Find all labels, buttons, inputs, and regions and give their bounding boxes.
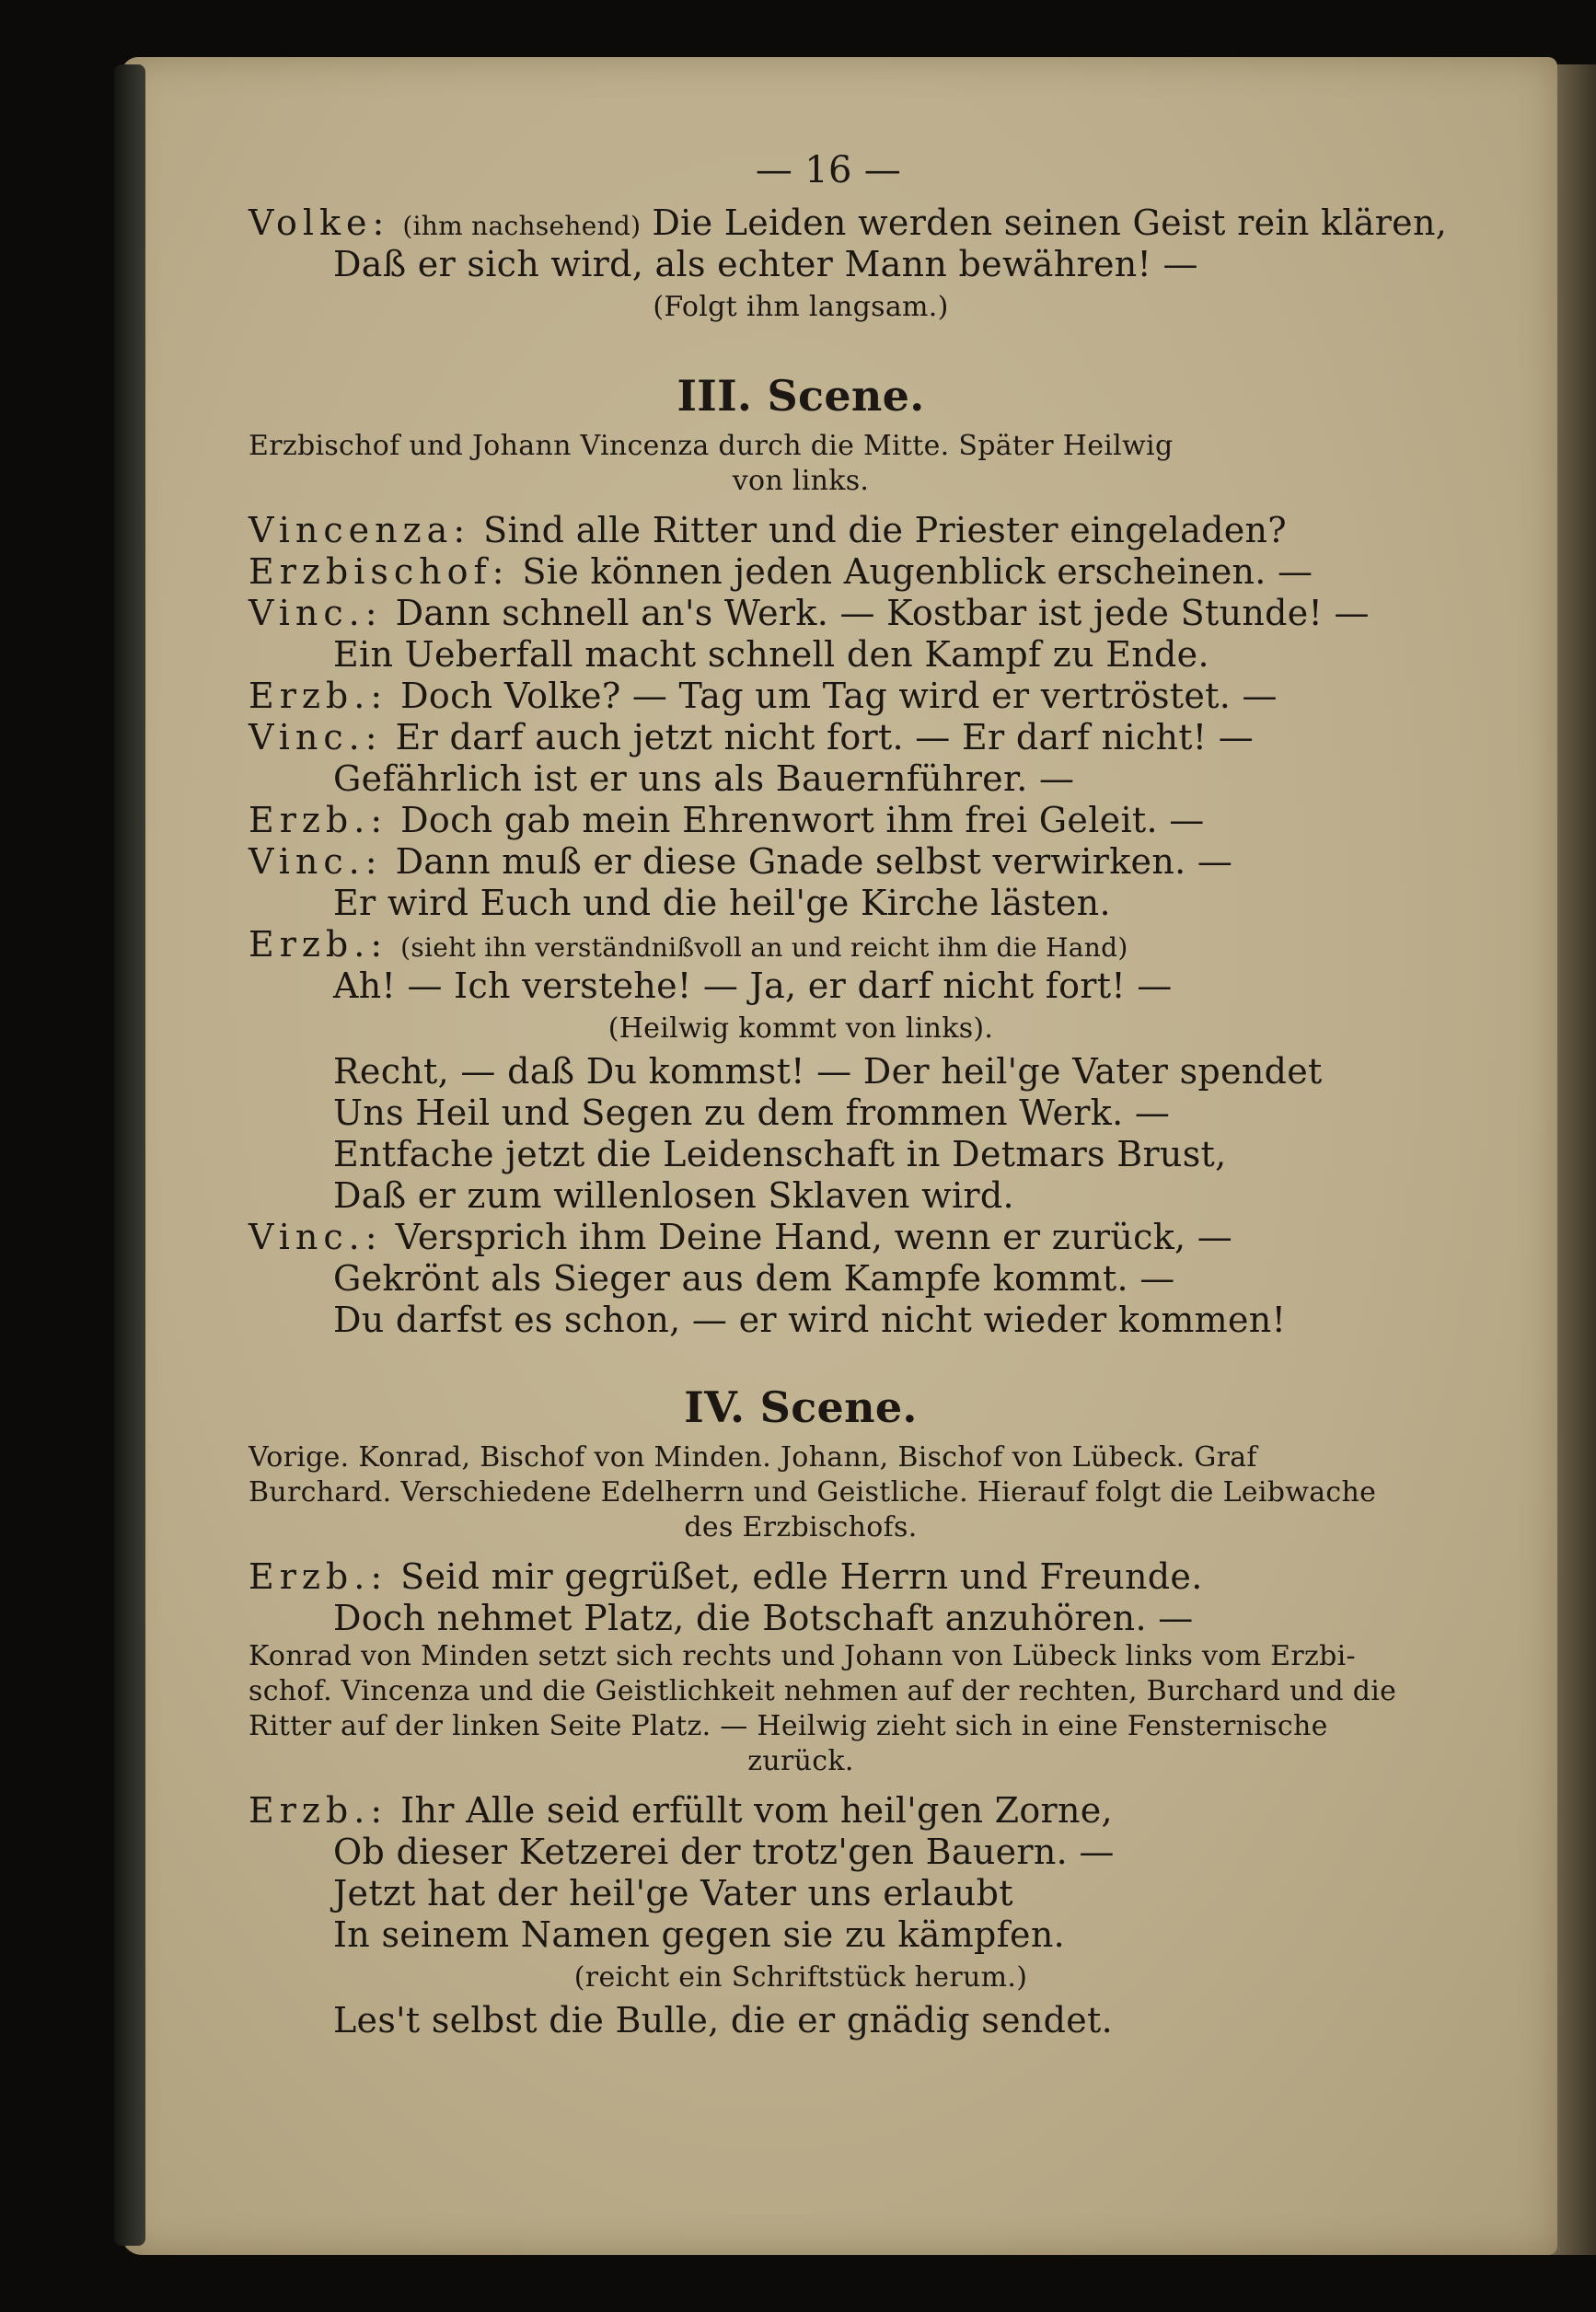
spacer	[249, 329, 1353, 350]
stage-direction-line: Ritter auf der linken Seite Platz. — Heilwig zieht sich in eine Fensternische	[249, 1710, 1328, 1742]
stage-direction	[249, 1639, 1397, 1779]
speaker-name: Erzb.:	[249, 924, 388, 965]
dialogue-line	[249, 1217, 1353, 1258]
dialogue-text: Ihr Alle seid erfüllt vom heil'gen Zorne,	[400, 1790, 1113, 1831]
dialogue-text: Die Leiden werden seinen Geist rein klären,	[652, 202, 1448, 243]
dialogue-continuation: Uns Heil und Segen zu dem frommen Werk. —	[333, 1092, 1171, 1133]
dialogue-text: Seid mir gegrüßet, edle Herrn und Freunde.	[400, 1556, 1203, 1597]
speaker-name: Vinc.:	[249, 841, 383, 882]
dialogue-text: Dann muß er diese Gnade selbst verwirken. —	[395, 841, 1233, 882]
dialogue-text: Doch gab mein Ehrenwort ihm frei Geleit. —	[400, 800, 1205, 840]
speaker-name: Vincenza:	[249, 510, 471, 550]
speaker-name: Vinc.:	[249, 593, 383, 633]
inline-direction: (reicht ein Schriftstück herum.)	[573, 1961, 1028, 1994]
dialogue-text: Sie können jeden Augenblick erscheinen. —	[522, 551, 1313, 592]
stage-direction-line: Konrad von Minden setzt sich rechts und Johann von Lübeck links vom Erzbi-	[249, 1640, 1356, 1672]
stage-direction-line: schof. Vincenza und die Geistlichkeit nehmen auf der rechten, Burchard und die	[249, 1675, 1397, 1707]
stage-direction	[249, 1440, 1377, 1545]
dialogue-continuation: Du darfst es schon, — er wird nicht wieder kommen!	[333, 1300, 1287, 1340]
speaker-name: Vinc.:	[249, 717, 383, 757]
dialogue-line	[249, 202, 1448, 244]
spacer	[249, 1779, 1353, 1790]
dialogue-continuation: Daß er zum willenlosen Sklaven wird.	[333, 1175, 1014, 1216]
speaker-direction: (ihm nachsehend)	[402, 211, 642, 241]
dialogue-line	[249, 717, 1353, 758]
dialogue-text: Er darf auch jetzt nicht fort. — Er darf nicht! —	[395, 717, 1255, 757]
spacer	[249, 1545, 1353, 1556]
dialogue-line	[249, 510, 1353, 551]
page-content	[249, 138, 1448, 2041]
dialogue-line	[249, 551, 1353, 593]
dialogue-continuation: Jetzt hat der heil'ge Vater uns erlaubt	[333, 1873, 1013, 1913]
spacer	[249, 499, 1353, 510]
stage-direction-line: des Erzbischofs.	[684, 1511, 918, 1543]
stage-direction-line: von links.	[732, 465, 870, 497]
inline-direction: (Heilwig kommt von links).	[607, 1012, 994, 1045]
binding-spine	[114, 64, 145, 2246]
scene-heading: III. Scene.	[677, 371, 925, 421]
dialogue-text: Dann schnell an's Werk. — Kostbar ist jede Stunde! —	[395, 593, 1370, 633]
dialogue-continuation: Gekrönt als Sieger aus dem Kampfe kommt. —	[333, 1258, 1175, 1299]
dialogue-line	[249, 841, 1353, 883]
dialogue-line	[249, 924, 1353, 965]
stage-direction-line: Burchard. Verschiedene Edelherrn und Geistliche. Hierauf folgt die Leibwache	[249, 1476, 1377, 1509]
dialogue-continuation: Doch nehmet Platz, die Botschaft anzuhören. —	[333, 1598, 1194, 1638]
speaker-name: Erzb.:	[249, 676, 388, 716]
dialogue-continuation: In seinem Namen gegen sie zu kämpfen.	[333, 1914, 1065, 1955]
dialogue-continuation: Entfache jetzt die Leidenschaft in Detmars Brust,	[333, 1134, 1227, 1174]
spacer	[249, 1341, 1353, 1361]
dialogue-continuation: Gefährlich ist er uns als Bauernführer. —	[333, 758, 1075, 799]
speaker-name: Erzb.:	[249, 800, 388, 840]
dialogue-text: Doch Volke? — Tag um Tag wird er vertröstet. —	[400, 676, 1278, 716]
dialogue-line	[249, 593, 1370, 634]
dialogue-continuation: Daß er sich wird, als echter Mann bewähren! —	[333, 244, 1198, 284]
speaker-direction: (sieht ihn verständnißvoll an und reicht ihm die Hand)	[400, 932, 1128, 963]
speaker-name: Erzbischof:	[249, 551, 510, 592]
dialogue-continuation: Ah! — Ich verstehe! — Ja, er darf nicht fort! —	[333, 965, 1173, 1006]
stage-direction	[249, 429, 1353, 499]
dialogue-text: Sind alle Ritter und die Priester eingeladen?	[483, 510, 1287, 550]
inline-direction: (Folgt ihm langsam.)	[653, 291, 949, 323]
dialogue-continuation: Recht, — daß Du kommst! — Der heil'ge Vater spendet	[333, 1051, 1323, 1092]
dialogue-continuation: Les't selbst die Bulle, die er gnädig sendet.	[333, 2000, 1113, 2040]
speaker-name: Vinc.:	[249, 1217, 383, 1257]
dialogue-continuation: Ein Ueberfall macht schnell den Kampf zu Ende.	[333, 634, 1209, 675]
stage-direction-line: zurück.	[747, 1745, 854, 1777]
stage-direction-line: Vorige. Konrad, Bischof von Minden. Johann, Bischof von Lübeck. Graf	[249, 1441, 1257, 1474]
dialogue-line	[249, 1556, 1353, 1598]
stage-direction-line: Erzbischof und Johann Vincenza durch die Mitte. Später Heilwig	[249, 430, 1174, 462]
speaker-name: Erzb.:	[249, 1556, 388, 1597]
speaker-name: Erzb.:	[249, 1790, 388, 1831]
speaker-name: Volke:	[249, 202, 390, 243]
scene-heading: IV. Scene.	[684, 1382, 918, 1432]
dialogue-continuation: Ob dieser Ketzerei der trotz'gen Bauern. —	[333, 1832, 1115, 1872]
page-number: — 16 —	[755, 149, 902, 191]
dialogue-text: Versprich ihm Deine Hand, wenn er zurück, —	[395, 1217, 1233, 1257]
dialogue-line	[249, 1790, 1353, 1832]
dialogue-line	[249, 676, 1353, 717]
dialogue-line	[249, 800, 1353, 841]
text-body	[249, 202, 1448, 2041]
dialogue-continuation: Er wird Euch und die heil'ge Kirche lästen.	[333, 883, 1111, 923]
